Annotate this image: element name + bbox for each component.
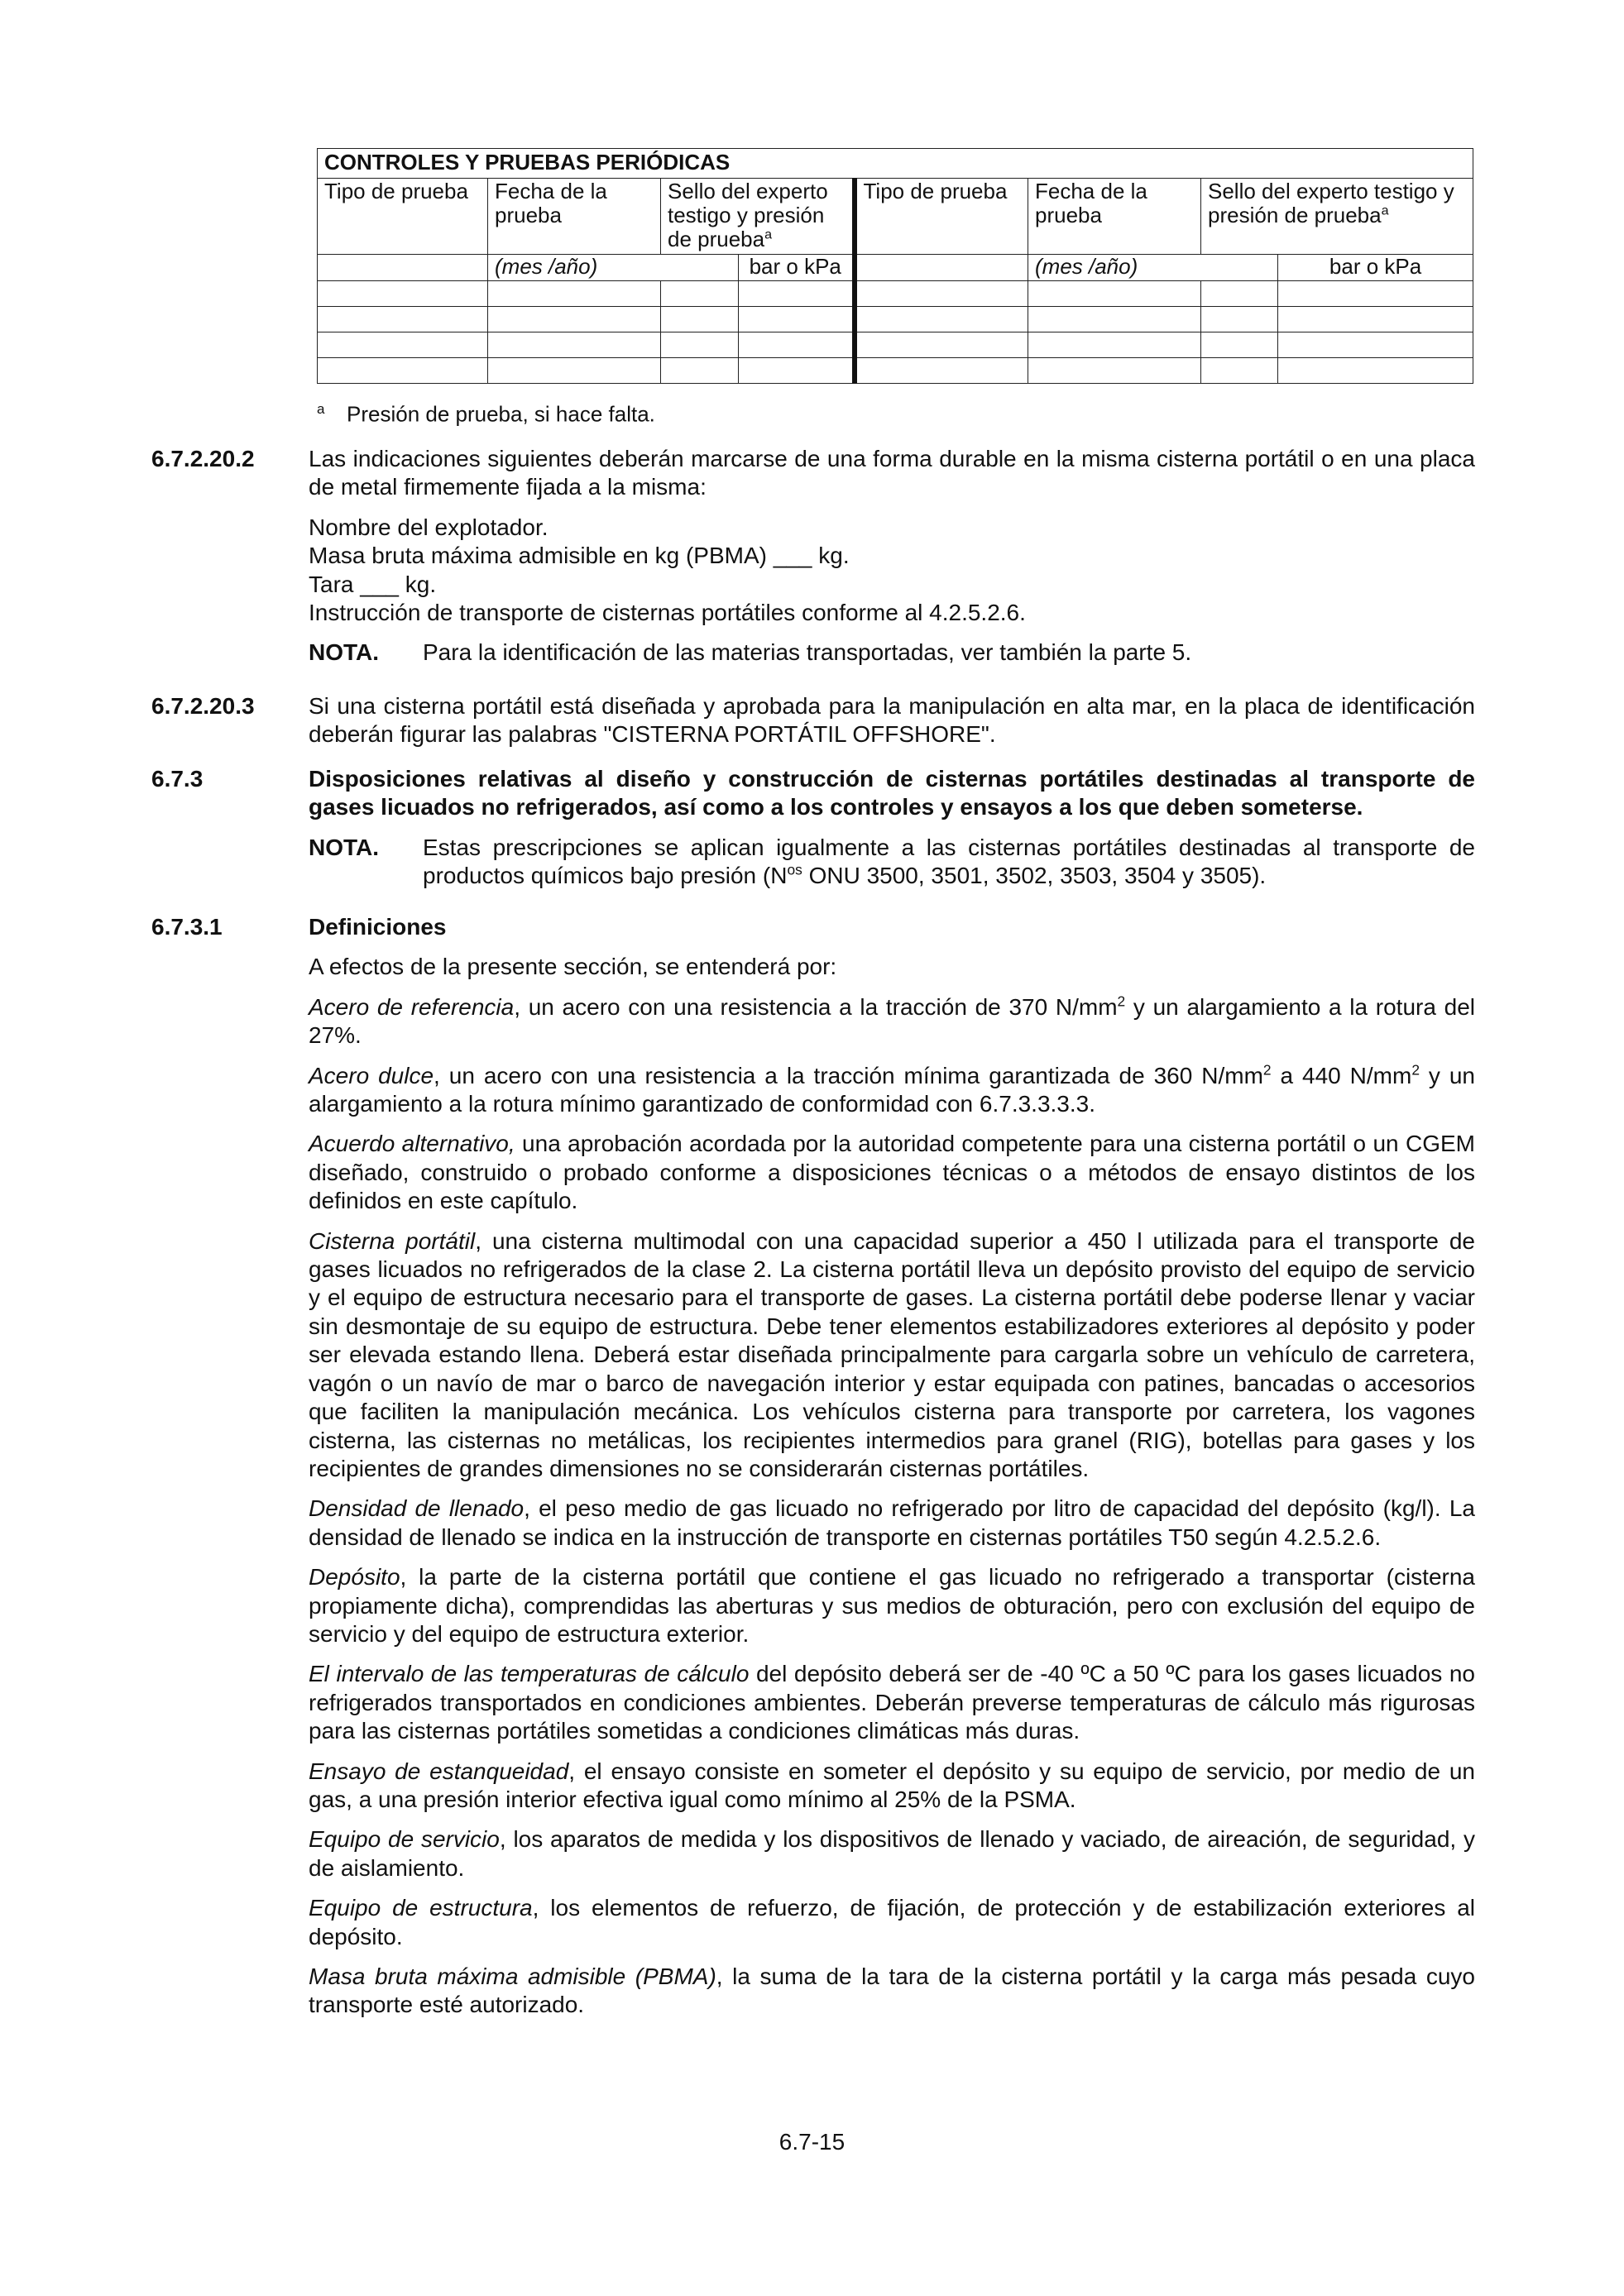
table-row	[318, 332, 1473, 358]
section-6-7-3-1	[151, 913, 1475, 2020]
marking-line: Tara ___ kg.	[309, 571, 437, 597]
definition: El intervalo de las temperaturas de cálculo del depósito deberá ser de -40 ºC a 50 ºC para los gases licuados no refrigerados transportados en condiciones ambientes. Deberán preverse temperaturas de cálculo más rigurosas para las cisternas portátiles sometidas a condiciones climáticas más duras.	[309, 1661, 1475, 1744]
table-title: CONTROLES Y PRUEBAS PERIÓDICAS	[318, 149, 1473, 179]
table-row	[318, 281, 1473, 307]
section-title: Disposiciones relativas al diseño y construcción de cisternas portátiles destinadas al transporte de gases licuados no refrigerados, así como a los controles y ensayos a los que deben someterse.	[309, 766, 1475, 820]
table-header: Sello del experto testigo y presión de prueba$^a$	[1201, 179, 1473, 255]
note-label: NOTA.	[309, 834, 380, 860]
note-text: Estas prescripciones se aplican igualmente a las cisternas portátiles destinadas al transporte de productos químicos bajo presión ($N^{os}$ ONU 3500, 3501, 3502, 3503, 3504 y 3505).	[423, 834, 1475, 889]
date-unit: (mes /año)	[488, 255, 739, 281]
definition: Acuerdo alternativo, una aprobación acordada por la autoridad competente para una cisterna portátil o un CGEM diseñado, construido o probado conforme a disposiciones técnicas o a métodos de ensayo distintos de los definidos en este capítulo.	[309, 1131, 1476, 1214]
definition: Equipo de estructura, los elementos de refuerzo, de fijación, de protección y de estabilización exteriores al depósito.	[309, 1895, 1475, 1949]
section-6-7-2-20-2	[151, 445, 1475, 667]
table-row	[318, 307, 1473, 332]
table-header: Tipo de prueba	[318, 179, 488, 255]
note-text: Para la identificación de las materias transportadas, ver también la parte 5.	[423, 639, 1192, 666]
paragraph: Si una cisterna portátil está diseñada y aprobada para la manipulación en alta mar, en la placa de identificación deberán figurar las palabras "CISTERNA PORTÁTIL OFFSHORE".	[309, 693, 1475, 748]
definition: Cisterna portátil, una cisterna multimodal con una capacidad superior a 450 l utilizada para el transporte de gases licuados no refrigerados de la clase 2. La cisterna portátil lleva un depósito provisto del equipo de servicio y el equipo de estructura necesario para el transporte de gases. La cisterna portátil debe poderse llenar y vaciar sin desmontaje de su equipo de estructura. Debe tener elementos estabilizadores exteriores al depósito y poder ser elevada estando llena. Deberá estar diseñada principalmente para cargarla sobre un vehículo de carretera, vagón o un navío de mar o barco de navegación interior y estar equipada con patines, bancadas o accesorios que faciliten la manipulación mecánica. Los vehículos cisterna para transporte por carretera, los vagones cisterna, las cisternas no metálicas, los recipientes intermedios para granel (RIG), botellas para gases y los recipientes de grandes dimensiones no se considerarán cisternas portátiles.	[309, 1227, 1475, 1481]
note	[309, 834, 1475, 891]
definition: Equipo de servicio, los aparatos de medida y los dispositivos de llenado y vaciado, de aireación, de seguridad, y de aislamiento.	[309, 1826, 1475, 1881]
section-6-7-3	[151, 765, 1475, 891]
definition: Densidad de llenado, el peso medio de gas licuado no refrigerado por litro de capacidad del depósito (kg/l). La densidad de llenado se indica en la instrucción de transporte en cisternas portátiles T50 según 4.2.5.2.6.	[309, 1495, 1475, 1550]
marking-line: Masa bruta máxima admisible en kg (PBMA) ___ kg.	[309, 543, 850, 569]
section-6-7-2-20-3	[151, 692, 1475, 749]
note-label: NOTA.	[309, 639, 380, 666]
definition: Acero dulce, un acero con una resistencia a la tracción mínima garantizada de 360 $N/mm^2$ a 440 $N/mm^2$ y un alargamiento a la rotura mínimo garantizado de conformidad con 6.7.3.3.3.3.	[309, 1061, 1475, 1117]
table-header: Fecha de la prueba	[1028, 179, 1201, 255]
section-number: 6.7.2.20.2	[151, 446, 255, 471]
section-number: 6.7.3	[151, 766, 204, 792]
table-row	[318, 358, 1473, 384]
table-header: Sello del experto testigo y presión de prueba$^a$	[661, 179, 855, 255]
definition: Masa bruta máxima admisible (PBMA), la suma de la tara de la cisterna portátil y la carga más pesada cuyo transporte esté autorizado.	[309, 1964, 1475, 2018]
section-number: 6.7.3.1	[151, 914, 223, 940]
definition: Acero de referencia, un acero con una resistencia a la tracción de 370 $N/mm^2$ y un alargamiento a la rotura del 27%.	[309, 993, 1476, 1049]
table-footnote	[317, 401, 655, 428]
pressure-unit: bar o kPa	[739, 255, 855, 281]
periodic-tests-table	[317, 148, 1473, 384]
section-title: Definiciones	[309, 914, 447, 940]
date-unit: (mes /año)	[1028, 255, 1278, 281]
marking-line: Nombre del explotador.	[309, 514, 549, 540]
footnote-mark: a	[317, 401, 325, 417]
table-header: Fecha de la prueba	[488, 179, 661, 255]
definition: Ensayo de estanqueidad, el ensayo consiste en someter el depósito y su equipo de servicio, por medio de un gas, a una presión interior efectiva igual como mínimo al 25% de la PSMA.	[309, 1758, 1476, 1812]
footnote-text: Presión de prueba, si hace falta.	[347, 401, 655, 427]
section-number: 6.7.2.20.3	[151, 693, 255, 719]
definition: Depósito, la parte de la cisterna portátil que contiene el gas licuado no refrigerado a transportar (cisterna propiamente dicha), comprendidas las aberturas y sus medios de obturación, pero con exclusión del equipo de servicio y del equipo de estructura exterior.	[309, 1564, 1475, 1647]
table-cell	[318, 255, 488, 281]
table-cell	[855, 255, 1028, 281]
table-header: Tipo de prueba	[855, 179, 1028, 255]
page-number: 6.7-15	[778, 2129, 846, 2155]
pressure-unit: bar o kPa	[1278, 255, 1473, 281]
note	[309, 639, 1475, 667]
paragraph: A efectos de la presente sección, se entenderá por:	[309, 954, 837, 980]
paragraph: Las indicaciones siguientes deberán marcarse de una forma durable en la misma cisterna portátil o en una placa de metal firmemente fijada a la misma:	[309, 446, 1475, 500]
marking-line: Instrucción de transporte de cisternas portátiles conforme al 4.2.5.2.6.	[309, 600, 1026, 626]
